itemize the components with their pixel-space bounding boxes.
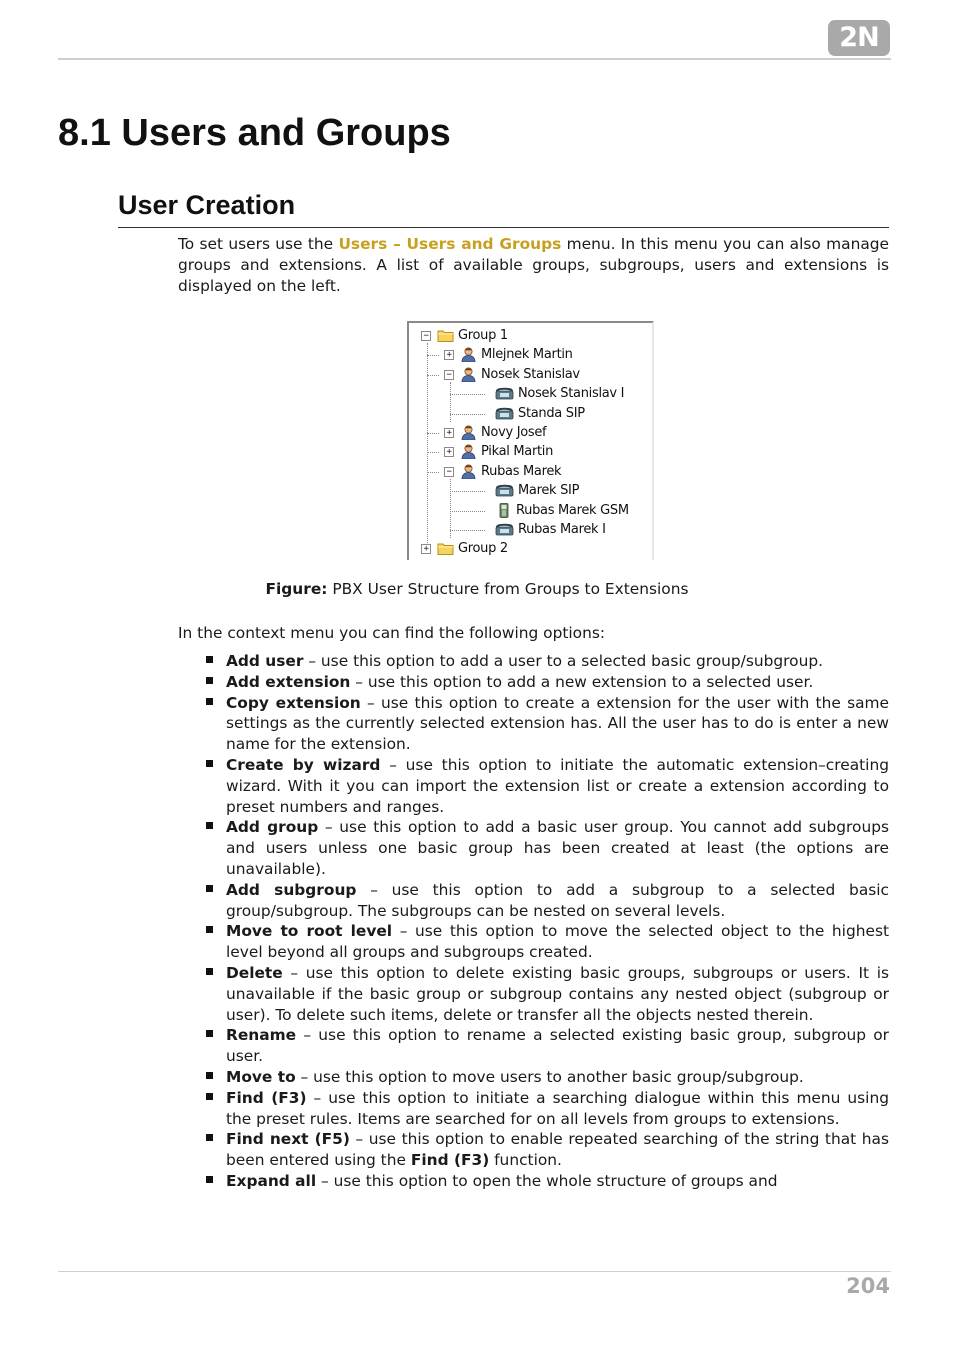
option-item — [206, 1088, 889, 1130]
option-item — [206, 1171, 889, 1192]
page-number: 204 — [846, 1274, 890, 1298]
tree-node[interactable] — [444, 365, 580, 384]
option-description: – use this option to rename a selected existing basic group, subgroup or user. — [226, 1026, 889, 1066]
option-description-end: function. — [489, 1151, 562, 1170]
option-description: – use this option to move users to another basic group/subgroup. — [295, 1067, 804, 1086]
option-term: Copy extension — [226, 693, 361, 712]
bullet-icon — [206, 926, 213, 933]
tree-guide — [427, 375, 439, 376]
tree-node[interactable] — [495, 404, 585, 423]
option-item — [206, 880, 889, 922]
user-icon — [460, 347, 477, 362]
bullet-icon — [206, 1072, 213, 1079]
option-term: Add user — [226, 652, 304, 670]
brand-logo: 2N — [828, 20, 890, 56]
bullet-icon — [206, 1134, 213, 1141]
option-description: – use this option to enable repeated searching of the string that has been entered using the — [226, 1130, 889, 1170]
bullet-icon — [206, 677, 213, 684]
bullet-icon — [206, 1093, 213, 1100]
option-item — [206, 693, 889, 755]
user-icon — [460, 444, 477, 459]
user-icon — [460, 464, 477, 479]
tree-node-label: Nosek Stanislav I — [518, 386, 625, 401]
option-description: – use this option to initiate the automatic extension–creating wizard. With it you can import the extension list or create a extension according to preset numbers and ranges. — [226, 755, 889, 816]
mobile-phone-icon — [495, 503, 512, 518]
tree-node-label: Standa SIP — [518, 406, 585, 421]
tree-node-label: Novy Josef — [481, 425, 547, 440]
tree-node[interactable] — [444, 423, 546, 442]
tree-guide — [427, 472, 439, 473]
caption-text: PBX User Structure from Groups to Extensions — [327, 580, 689, 598]
tree-node-label: Rubas Marek I — [518, 522, 606, 537]
tree-node[interactable] — [444, 345, 573, 364]
tree-node[interactable] — [421, 539, 508, 558]
expand-icon[interactable]: + — [444, 350, 454, 360]
desk-phone-icon — [495, 483, 514, 498]
option-description: – use this option to add a user to a selected basic group/subgroup. — [303, 652, 823, 670]
option-term-ref: Find (F3) — [410, 1151, 490, 1170]
tree-guide — [450, 491, 485, 492]
bullet-icon — [206, 1030, 213, 1037]
option-term: Create by wizard — [226, 755, 381, 774]
option-item — [206, 963, 889, 1025]
option-description: – use this option to add a new extension to a selected user. — [350, 672, 814, 691]
tree-node-label: Rubas Marek GSM — [516, 503, 629, 518]
option-item — [206, 1025, 889, 1067]
option-term: Expand all — [226, 1171, 317, 1190]
expand-icon[interactable]: + — [421, 544, 431, 554]
option-item — [206, 651, 889, 672]
tree-node-label: Nosek Stanislav — [481, 367, 580, 382]
bullet-icon — [206, 656, 213, 663]
tree-guide — [450, 511, 485, 512]
user-tree-figure — [407, 321, 654, 560]
tree-node[interactable] — [421, 326, 508, 345]
option-term: Delete — [226, 963, 283, 982]
tree-node[interactable] — [444, 462, 561, 481]
option-term: Add extension — [226, 672, 351, 691]
tree-guide — [427, 452, 439, 453]
bullet-icon — [206, 698, 213, 705]
collapse-icon[interactable]: − — [444, 467, 454, 477]
bullet-icon — [206, 760, 213, 767]
collapse-icon[interactable]: − — [444, 370, 454, 380]
desk-phone-icon — [495, 406, 514, 421]
tree-node[interactable] — [444, 442, 553, 461]
tree-node[interactable] — [495, 501, 629, 520]
option-term: Add group — [226, 818, 319, 837]
option-description: – use this option to open the whole structure of groups and — [316, 1171, 778, 1190]
option-item — [206, 672, 889, 693]
caption-label: Figure: — [265, 580, 328, 598]
tree-guide — [450, 382, 451, 422]
option-term: Move to root level — [226, 922, 393, 941]
option-description: – use this option to delete existing basic groups, subgroups or users. It is unavailable if the basic group or subgroup contains any nested object (subgroup or user). To delete such items, delete or transfer all the objects nested therein. — [226, 963, 889, 1024]
option-item — [206, 817, 889, 879]
tree-guide — [450, 530, 485, 531]
option-item — [206, 1129, 889, 1171]
option-description: – use this option to create a extension for the user with the same settings as the currently selected extension has. All the user has to do is enter a new name for the extension. — [226, 693, 889, 754]
desk-phone-icon — [495, 522, 514, 537]
intro-text-before: To set users use the — [178, 235, 339, 253]
bullet-icon — [206, 822, 213, 829]
option-item — [206, 1067, 889, 1088]
context-options-list — [206, 651, 889, 1192]
expand-icon[interactable]: + — [444, 428, 454, 438]
section-heading: User Creation — [118, 190, 296, 220]
tree-node-label: Rubas Marek — [481, 464, 562, 479]
tree-node[interactable] — [495, 384, 624, 403]
menu-reference: Users – Users and Groups — [338, 235, 562, 253]
option-term: Find (F3) — [226, 1088, 307, 1107]
option-description: – use this option to move the selected object to the highest level beyond all groups and subgroups created. — [226, 922, 889, 962]
user-icon — [460, 367, 477, 382]
tree-node[interactable] — [495, 520, 606, 539]
tree-guide — [427, 355, 439, 356]
tree-guide — [427, 433, 439, 434]
expand-icon[interactable]: + — [444, 447, 454, 457]
tree-node[interactable] — [495, 481, 579, 500]
footer-rule — [58, 1271, 891, 1272]
folder-icon — [437, 328, 454, 343]
user-icon — [460, 425, 477, 440]
page-title: 8.1 Users and Groups — [58, 112, 451, 154]
header-rule — [58, 58, 891, 60]
option-term: Move to — [226, 1067, 296, 1086]
tree-guide — [450, 414, 485, 415]
option-item — [206, 755, 889, 817]
desk-phone-icon — [495, 386, 514, 401]
option-term: Rename — [226, 1026, 297, 1045]
tree-node-label: Pikal Martin — [481, 444, 554, 459]
option-item — [206, 921, 889, 963]
bullet-icon — [206, 1176, 213, 1183]
tree-node-label: Group 1 — [458, 328, 508, 343]
option-description: – use this option to add a subgroup to a selected basic group/subgroup. The subgroups can be nested on several levels. — [226, 880, 890, 920]
section-heading-rule — [118, 227, 889, 228]
tree-node-label: Mlejnek Martin — [481, 347, 573, 362]
context-menu-intro: In the context menu you can find the following options: — [178, 624, 606, 642]
figure-caption — [0, 580, 954, 598]
bullet-icon — [206, 968, 213, 975]
tree-guide — [450, 394, 485, 395]
intro-text-after: menu. In this menu you can also manage groups and extensions. A list of available groups, subgroups, users and extensions is displayed on the left. — [178, 235, 889, 295]
option-term: Find next (F5) — [226, 1130, 350, 1149]
option-description: – use this option to add a basic user group. You cannot add subgroups and users unless one basic group has been created at least (the options are unavailable). — [226, 818, 889, 878]
intro-paragraph — [178, 234, 889, 297]
bullet-icon — [206, 885, 213, 892]
tree-node-label: Group 2 — [458, 541, 508, 556]
option-description: – use this option to initiate a searching dialogue within this menu using the preset rules. Items are searched for on all levels from groups to extensions. — [226, 1088, 889, 1128]
tree-node-label: Marek SIP — [518, 483, 580, 498]
option-term: Add subgroup — [226, 880, 357, 899]
collapse-icon[interactable]: − — [421, 331, 431, 341]
folder-icon — [437, 541, 454, 556]
